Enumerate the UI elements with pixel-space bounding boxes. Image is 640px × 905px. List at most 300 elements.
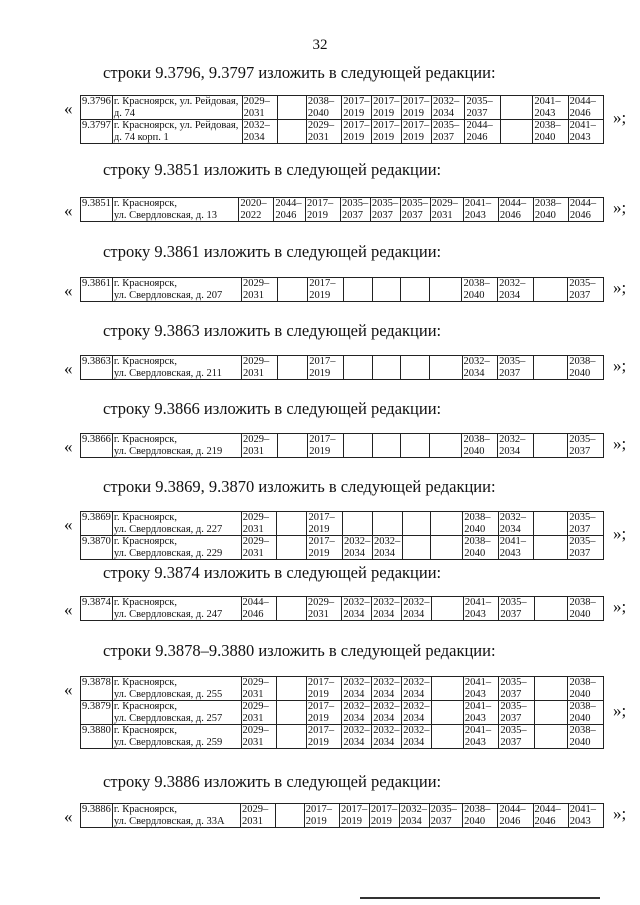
period-line: 2017– bbox=[403, 96, 430, 107]
period-line: 2017– bbox=[307, 701, 335, 712]
period-line: 2037 bbox=[500, 736, 522, 748]
period-line: 2019 bbox=[308, 523, 330, 535]
period-cell bbox=[402, 120, 432, 144]
period-line: 2031 bbox=[242, 688, 264, 700]
schedule-table bbox=[80, 676, 604, 749]
address-line: г. Красноярск, bbox=[113, 725, 177, 736]
period-line: 2034 bbox=[403, 608, 425, 620]
opening-quote: « bbox=[64, 201, 73, 220]
period-line: 2034 bbox=[403, 736, 425, 748]
period-line bbox=[402, 356, 428, 368]
period-line: 2035– bbox=[499, 356, 526, 367]
period-cell bbox=[568, 120, 603, 144]
period-line: 2037 bbox=[569, 445, 591, 457]
address-line: д. 74 корп. 1 bbox=[113, 131, 169, 143]
period-line: 2029– bbox=[431, 198, 458, 209]
period-line bbox=[404, 512, 429, 524]
period-cell bbox=[568, 804, 603, 828]
period-cell bbox=[533, 356, 567, 380]
period-line bbox=[431, 278, 461, 290]
period-line: 2032– bbox=[373, 725, 400, 736]
period-cell bbox=[429, 434, 462, 458]
period-line bbox=[433, 689, 462, 701]
period-cell bbox=[462, 278, 498, 302]
period-cell bbox=[500, 120, 533, 144]
address-cell bbox=[112, 597, 241, 621]
schedule-table bbox=[80, 596, 604, 621]
period-line bbox=[404, 524, 429, 536]
period-line bbox=[278, 548, 305, 560]
period-cell bbox=[242, 120, 277, 144]
address-line: г. Красноярск, bbox=[113, 356, 177, 367]
period-cell bbox=[498, 536, 534, 560]
period-cell bbox=[372, 434, 401, 458]
period-cell bbox=[402, 96, 432, 120]
period-cell bbox=[306, 677, 342, 701]
period-line: 2037 bbox=[500, 712, 522, 724]
period-cell bbox=[369, 804, 399, 828]
row-number: 9.3797 bbox=[81, 120, 113, 144]
period-cell bbox=[402, 512, 430, 536]
opening-quote: « bbox=[64, 515, 73, 534]
period-line bbox=[432, 512, 461, 524]
period-line: 2043 bbox=[464, 712, 486, 724]
period-line: 2029– bbox=[242, 434, 270, 445]
period-line bbox=[374, 434, 400, 446]
period-line: 2019 bbox=[305, 815, 327, 827]
period-line: 2037 bbox=[341, 209, 363, 221]
address-cell bbox=[112, 804, 240, 828]
period-line bbox=[277, 804, 303, 816]
opening-quote: « bbox=[64, 807, 73, 826]
period-line: 2041– bbox=[464, 198, 492, 209]
period-line bbox=[535, 356, 566, 368]
address-cell bbox=[112, 512, 241, 536]
period-cell bbox=[277, 536, 307, 560]
period-cell bbox=[463, 536, 499, 560]
period-cell bbox=[534, 725, 568, 749]
period-line: 2041– bbox=[464, 597, 492, 608]
period-line bbox=[535, 536, 566, 548]
address-line: д. 74 bbox=[113, 107, 135, 119]
table-row bbox=[81, 278, 604, 302]
period-cell bbox=[534, 536, 568, 560]
period-line: 2046 bbox=[534, 815, 556, 827]
period-cell bbox=[306, 96, 341, 120]
section-heading: строку 9.3861 изложить в следующей редакции: bbox=[103, 242, 442, 261]
period-cell bbox=[568, 96, 603, 120]
period-line bbox=[345, 368, 371, 380]
period-line: 2032– bbox=[373, 701, 400, 712]
period-cell bbox=[499, 701, 535, 725]
period-cell bbox=[462, 434, 498, 458]
period-line bbox=[374, 278, 400, 290]
period-line: 2017– bbox=[308, 536, 335, 547]
period-cell bbox=[498, 434, 534, 458]
period-line: 2017– bbox=[307, 677, 335, 688]
period-line: 2017– bbox=[373, 96, 400, 107]
period-cell bbox=[306, 725, 342, 749]
period-cell bbox=[465, 96, 500, 120]
period-cell bbox=[465, 120, 500, 144]
period-line: 2029– bbox=[242, 725, 269, 736]
period-cell bbox=[277, 725, 307, 749]
period-cell bbox=[241, 356, 277, 380]
period-line bbox=[502, 108, 532, 120]
period-line: 2040 bbox=[534, 131, 556, 143]
period-line: 2035– bbox=[500, 677, 527, 688]
period-line: 2019 bbox=[343, 107, 365, 119]
period-line bbox=[432, 524, 461, 536]
period-cell bbox=[277, 356, 308, 380]
period-line: 2035– bbox=[500, 701, 527, 712]
period-cell bbox=[277, 701, 307, 725]
period-line: 2034 bbox=[343, 712, 365, 724]
period-line: 2040 bbox=[464, 815, 486, 827]
period-line: 2044– bbox=[466, 120, 493, 131]
period-line bbox=[279, 446, 307, 458]
period-cell bbox=[402, 536, 430, 560]
period-line: 2037 bbox=[371, 209, 393, 221]
period-line: 2046 bbox=[569, 107, 591, 119]
section-heading: строки 9.3796, 9.3797 изложить в следующей редакции: bbox=[103, 63, 496, 82]
period-line bbox=[279, 434, 307, 446]
address-line: ул. Свердловская, д. 219 bbox=[113, 445, 223, 457]
period-cell bbox=[308, 278, 344, 302]
period-line: 2019 bbox=[308, 547, 330, 559]
period-cell bbox=[343, 512, 373, 536]
opening-quote: « bbox=[64, 680, 73, 699]
period-line: 2035– bbox=[401, 198, 428, 209]
period-line: 2041– bbox=[569, 804, 596, 815]
period-cell bbox=[277, 96, 306, 120]
period-line: 2019 bbox=[343, 131, 365, 143]
period-line bbox=[502, 96, 532, 108]
period-cell bbox=[241, 278, 277, 302]
period-line: 2022 bbox=[240, 209, 262, 221]
period-cell bbox=[401, 278, 430, 302]
period-cell bbox=[568, 434, 604, 458]
period-line bbox=[374, 356, 400, 368]
period-line bbox=[278, 597, 305, 609]
period-cell bbox=[534, 677, 568, 701]
period-line: 2017– bbox=[343, 96, 370, 107]
section-heading: строки 9.3869, 9.3870 изложить в следующей редакции: bbox=[103, 477, 496, 496]
period-line bbox=[433, 725, 462, 737]
closing-quote: »; bbox=[613, 804, 627, 823]
period-line: 2032– bbox=[400, 804, 428, 815]
opening-quote: « bbox=[64, 99, 73, 118]
row-number: 9.3866 bbox=[81, 434, 113, 458]
period-line: 2031 bbox=[307, 131, 329, 143]
period-cell bbox=[342, 597, 372, 621]
period-line: 2034 bbox=[463, 367, 485, 379]
row-number: 9.3863 bbox=[81, 356, 113, 380]
period-line: 2037 bbox=[466, 107, 488, 119]
period-line: 2017– bbox=[305, 804, 332, 815]
period-line: 2035– bbox=[569, 278, 596, 289]
period-line: 2040 bbox=[464, 523, 486, 535]
period-line bbox=[432, 536, 461, 548]
period-line: 2029– bbox=[242, 512, 269, 523]
period-cell bbox=[463, 198, 498, 222]
period-line: 2046 bbox=[499, 209, 521, 221]
row-number: 9.3879 bbox=[81, 701, 113, 725]
period-line: 2037 bbox=[569, 523, 591, 535]
period-line bbox=[433, 597, 462, 609]
period-cell bbox=[306, 120, 341, 144]
period-cell bbox=[370, 198, 400, 222]
address-line: ул. Свердловская, д. 229 bbox=[113, 547, 223, 559]
period-line bbox=[278, 536, 305, 548]
period-line bbox=[278, 689, 305, 701]
period-line: 2031 bbox=[242, 523, 264, 535]
period-line: 2037 bbox=[430, 815, 452, 827]
period-cell bbox=[498, 278, 534, 302]
period-line: 2040 bbox=[534, 209, 556, 221]
row-number: 9.3874 bbox=[81, 597, 113, 621]
period-line: 2038– bbox=[534, 120, 561, 131]
period-line bbox=[279, 132, 305, 144]
period-line: 2017– bbox=[309, 278, 336, 289]
schedule-table bbox=[80, 197, 604, 222]
period-line bbox=[278, 725, 305, 737]
section-heading: строку 9.3866 изложить в следующей редакции: bbox=[103, 399, 442, 418]
row-number: 9.3869 bbox=[81, 512, 113, 536]
period-line: 2029– bbox=[242, 701, 269, 712]
schedule-table bbox=[80, 95, 604, 144]
period-line: 2038– bbox=[569, 725, 596, 736]
period-line: 2038– bbox=[534, 198, 562, 209]
period-line: 2035– bbox=[466, 96, 493, 107]
period-cell bbox=[568, 278, 604, 302]
period-line bbox=[535, 290, 566, 302]
period-line: 2032– bbox=[432, 96, 460, 107]
period-line bbox=[535, 548, 566, 560]
period-line bbox=[536, 737, 567, 749]
period-line bbox=[402, 278, 428, 290]
period-cell bbox=[402, 725, 432, 749]
period-line bbox=[374, 290, 400, 302]
period-line bbox=[535, 524, 566, 536]
period-line bbox=[279, 368, 307, 380]
closing-quote: »; bbox=[613, 597, 627, 616]
row-number: 9.3870 bbox=[81, 536, 113, 560]
row-number: 9.3880 bbox=[81, 725, 113, 749]
table-row bbox=[81, 725, 604, 749]
period-line: 2043 bbox=[464, 209, 486, 221]
period-cell bbox=[463, 701, 499, 725]
address-cell bbox=[112, 120, 242, 144]
period-line: 2046 bbox=[466, 131, 488, 143]
opening-quote: « bbox=[64, 437, 73, 456]
period-line: 2017– bbox=[309, 434, 336, 445]
period-cell bbox=[342, 96, 372, 120]
row-number: 9.3861 bbox=[81, 278, 113, 302]
table-row bbox=[81, 356, 604, 380]
period-cell bbox=[277, 434, 308, 458]
period-cell bbox=[242, 96, 277, 120]
period-line: 2040 bbox=[569, 367, 591, 379]
period-cell bbox=[533, 278, 567, 302]
period-cell bbox=[431, 96, 465, 120]
address-cell bbox=[112, 701, 241, 725]
period-line: 2034 bbox=[403, 688, 425, 700]
period-cell bbox=[431, 536, 463, 560]
period-line: 2043 bbox=[569, 815, 591, 827]
period-line bbox=[345, 434, 371, 446]
closing-quote: »; bbox=[613, 434, 627, 453]
period-line bbox=[502, 120, 532, 132]
period-line: 2029– bbox=[307, 597, 335, 608]
period-line: 2041– bbox=[464, 701, 492, 712]
period-cell bbox=[568, 677, 604, 701]
period-line: 2034 bbox=[343, 736, 365, 748]
period-line: 2038– bbox=[464, 512, 491, 523]
period-line: 2029– bbox=[241, 804, 269, 815]
period-cell bbox=[498, 198, 533, 222]
period-line bbox=[345, 356, 371, 368]
period-line bbox=[344, 512, 371, 524]
period-line: 2044– bbox=[242, 597, 269, 608]
period-cell bbox=[568, 356, 604, 380]
period-line: 2019 bbox=[309, 367, 331, 379]
period-line: 2034 bbox=[373, 688, 395, 700]
period-line bbox=[535, 434, 566, 446]
period-cell bbox=[463, 725, 499, 749]
address-line: ул. Свердловская, д. 259 bbox=[113, 736, 223, 748]
period-line: 2044– bbox=[499, 804, 526, 815]
period-line bbox=[278, 701, 305, 713]
row-number: 9.3878 bbox=[81, 677, 113, 701]
period-line bbox=[433, 609, 462, 621]
period-cell bbox=[401, 356, 430, 380]
section-heading: строку 9.3874 изложить в следующей редакции: bbox=[103, 563, 442, 582]
period-line: 2017– bbox=[307, 725, 335, 736]
period-line: 2031 bbox=[243, 107, 265, 119]
period-cell bbox=[277, 120, 306, 144]
period-line: 2040 bbox=[569, 608, 591, 620]
period-line: 2040 bbox=[464, 547, 486, 559]
period-line: 2037 bbox=[569, 547, 591, 559]
address-cell bbox=[112, 434, 241, 458]
period-cell bbox=[568, 725, 604, 749]
period-line: 2034 bbox=[400, 815, 422, 827]
address-line: г. Красноярск, bbox=[113, 677, 177, 688]
period-line: 2038– bbox=[569, 701, 596, 712]
table-row bbox=[81, 701, 604, 725]
period-line: 2041– bbox=[464, 677, 492, 688]
period-line: 2032– bbox=[373, 536, 401, 547]
period-line: 2040 bbox=[569, 736, 591, 748]
period-line: 2031 bbox=[242, 547, 264, 559]
period-line: 2034 bbox=[373, 547, 395, 559]
period-cell bbox=[568, 512, 604, 536]
period-cell bbox=[402, 597, 432, 621]
period-line bbox=[278, 737, 305, 749]
table-row bbox=[81, 512, 604, 536]
closing-quote: »; bbox=[613, 524, 627, 543]
period-line bbox=[404, 548, 429, 560]
period-cell bbox=[534, 701, 568, 725]
address-cell bbox=[112, 278, 241, 302]
period-cell bbox=[462, 356, 498, 380]
opening-quote: « bbox=[64, 600, 73, 619]
period-line: 2037 bbox=[401, 209, 423, 221]
period-cell bbox=[568, 701, 604, 725]
period-line: 2034 bbox=[373, 712, 395, 724]
period-line bbox=[535, 512, 566, 524]
period-cell bbox=[533, 96, 568, 120]
period-line bbox=[279, 278, 307, 290]
period-line: 2019 bbox=[309, 445, 331, 457]
period-cell bbox=[372, 725, 402, 749]
period-line: 2037 bbox=[499, 367, 521, 379]
period-cell bbox=[240, 804, 275, 828]
period-cell bbox=[343, 278, 372, 302]
period-line bbox=[374, 446, 400, 458]
period-line bbox=[433, 701, 462, 713]
period-line: 2032– bbox=[344, 536, 371, 547]
period-line bbox=[431, 290, 461, 302]
section-heading: строки 9.3878–9.3880 изложить в следующей редакции: bbox=[103, 641, 496, 660]
closing-quote: »; bbox=[613, 701, 627, 720]
period-cell bbox=[306, 597, 342, 621]
period-line bbox=[278, 713, 305, 725]
period-line: 2020– bbox=[240, 198, 267, 209]
period-line: 2019 bbox=[307, 688, 329, 700]
period-cell bbox=[430, 356, 463, 380]
period-line bbox=[432, 548, 461, 560]
table-row bbox=[81, 120, 604, 144]
period-line bbox=[536, 701, 567, 713]
address-line: г. Красноярск, bbox=[113, 278, 177, 289]
period-cell bbox=[533, 434, 567, 458]
period-line: 2035– bbox=[430, 804, 457, 815]
period-line: 2019 bbox=[403, 131, 425, 143]
period-line: 2019 bbox=[340, 815, 362, 827]
period-line: 2038– bbox=[464, 804, 491, 815]
schedule-table bbox=[80, 511, 604, 560]
period-line: 2019 bbox=[307, 712, 329, 724]
table-row bbox=[81, 96, 604, 120]
period-line: 2017– bbox=[403, 120, 430, 131]
period-cell bbox=[241, 725, 277, 749]
period-line: 2037 bbox=[569, 289, 591, 301]
period-cell bbox=[534, 597, 568, 621]
period-line: 2038– bbox=[569, 597, 596, 608]
period-line: 2029– bbox=[242, 278, 270, 289]
closing-quote: »; bbox=[613, 108, 627, 127]
period-cell bbox=[499, 597, 535, 621]
period-line: 2035– bbox=[569, 512, 596, 523]
period-line: 2017– bbox=[373, 120, 400, 131]
period-line: 2040 bbox=[307, 107, 329, 119]
period-line: 2034 bbox=[432, 107, 454, 119]
opening-quote: « bbox=[64, 281, 73, 300]
period-line: 2044– bbox=[569, 96, 596, 107]
address-line: ул. Свердловская, д. 33А bbox=[113, 815, 225, 827]
period-cell bbox=[241, 701, 277, 725]
period-line: 2040 bbox=[569, 688, 591, 700]
period-line: 2017– bbox=[340, 804, 368, 815]
period-line: 2041– bbox=[464, 725, 492, 736]
period-cell bbox=[499, 677, 535, 701]
period-line: 2034 bbox=[243, 131, 265, 143]
period-cell bbox=[372, 597, 402, 621]
period-cell bbox=[343, 536, 373, 560]
schedule-table bbox=[80, 433, 604, 458]
